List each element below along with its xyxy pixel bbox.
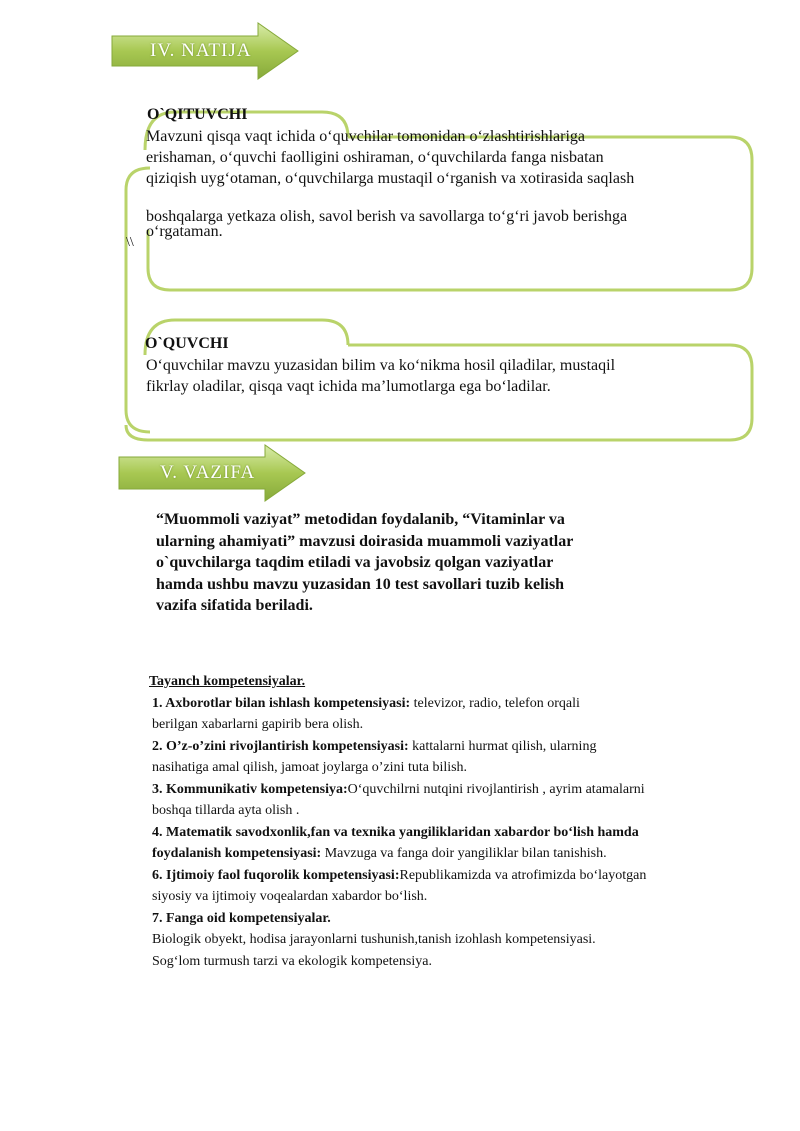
- competency-item-cont: berilgan xabarlarni gapirib bera olish.: [152, 717, 364, 732]
- competency-item-cont: siyosiy va ijtimoiy voqealardan xabardor bo‘lish.: [152, 889, 428, 904]
- competency-item: 4. Matematik savodxonlik,fan va texnika yangiliklaridan xabardor bo‘lish hamda: [152, 824, 639, 840]
- teacher-mark: \\: [126, 235, 134, 250]
- competency-item: 3. Kommunikativ kompetensiya:O‘quvchilrni nutqini rivojlantirish , ayrim atamalarni: [152, 781, 645, 797]
- teacher-line-4: boshqalarga yetkaza olish, savol berish va savollarga to‘g‘ri javob berishga: [146, 208, 628, 225]
- competency-item-cont: boshqa tillarda ayta olish .: [152, 803, 300, 818]
- student-line-2: fikrlay oladilar, qisqa vaqt ichida ma’lumotlarga ega bo‘ladilar.: [146, 378, 551, 395]
- teacher-line-2: erishaman, o‘quvchi faolligini oshiraman, o‘quvchilarda fanga nisbatan: [146, 149, 604, 166]
- competency-last-line: Sog‘lom turmush tarzi va ekologik kompetensiya.: [152, 953, 432, 969]
- competency-item-cont: foydalanish kompetensiyasi: Mavzuga va fanga doir yangiliklar bilan tanishish.: [152, 846, 607, 861]
- competency-item: 7. Fanga oid kompetensiyalar.: [152, 910, 331, 926]
- competency-item-cont: Biologik obyekt, hodisa jarayonlarni tushunish,tanish izohlash kompetensiyasi.: [152, 932, 596, 947]
- teacher-line-5: o‘rgataman.: [146, 223, 223, 240]
- teacher-line-1: Mavzuni qisqa vaqt ichida o‘quvchilar tomonidan o‘zlashtirishlariga: [146, 128, 585, 145]
- teacher-heading: O`QITUVCHI: [147, 106, 248, 123]
- task-text: [156, 509, 716, 617]
- competencies-title: Tayanch kompetensiyalar.: [149, 674, 306, 689]
- teacher-text: [146, 126, 746, 242]
- student-line-1: O‘quvchilar mavzu yuzasidan bilim va ko‘nikma hosil qiladilar, mustaqil: [146, 357, 616, 374]
- competency-item: 2. O’z-o’zini rivojlantirish kompetensiyasi: kattalarni hurmat qilish, ularning: [152, 738, 597, 754]
- task-line-3: o`quvchilarga taqdim etiladi va javobsiz qolgan vaziyatlar: [156, 554, 554, 571]
- task-line-1: “Muommoli vaziyat” metodidan foydalanib, “Vitaminlar va: [156, 511, 565, 528]
- competencies-section: [149, 671, 749, 972]
- section-5-title: V. VAZIFA: [160, 462, 256, 483]
- section-4-title: IV. NATIJA: [150, 40, 252, 61]
- competency-item-cont: nasihatiga amal qilish, jamoat joylarga o’zini tuta bilish.: [152, 760, 468, 775]
- task-line-4: hamda ushbu mavzu yuzasidan 10 test savollari tuzib kelish: [156, 575, 565, 593]
- task-line-5: vazifa sifatida beriladi.: [156, 597, 313, 614]
- competency-item: 6. Ijtimoiy faol fuqorolik kompetensiyasi:Republikamizda va atrofimizda bo‘layotgan: [152, 867, 647, 883]
- teacher-line-3: qiziqish uyg‘otaman, o‘quvchilarga mustaqil o‘rganish va xotirasida saqlash: [146, 170, 635, 187]
- student-text: [146, 355, 746, 397]
- task-line-2: ularning ahamiyati” mavzusi doirasida muammoli vaziyatlar: [156, 532, 574, 550]
- student-heading: O`QUVCHI: [145, 335, 229, 352]
- competency-item: 1. Axborotlar bilan ishlash kompetensiyasi: televizor, radio, telefon orqali: [152, 695, 580, 711]
